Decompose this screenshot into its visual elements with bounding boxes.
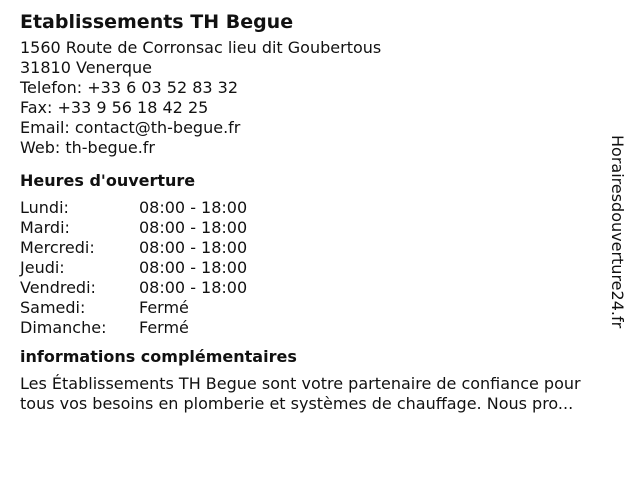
business-card bbox=[20, 8, 620, 414]
hours-time: 08:00 - 18:00 bbox=[139, 258, 248, 277]
email-line: Email: contact@th-begue.fr bbox=[20, 118, 241, 137]
address-city: 31810 Venerque bbox=[20, 58, 152, 77]
hours-time: 08:00 - 18:00 bbox=[139, 238, 248, 257]
hours-row-sunday bbox=[20, 318, 620, 338]
hours-day: Mercredi: bbox=[20, 238, 95, 257]
hours-time: 08:00 - 18:00 bbox=[139, 198, 248, 217]
business-name: Etablissements TH Begue bbox=[20, 11, 294, 33]
hours-row-friday bbox=[20, 278, 620, 298]
hours-time: 08:00 - 18:00 bbox=[139, 218, 248, 237]
phone-line: Telefon: +33 6 03 52 83 32 bbox=[20, 78, 239, 97]
hours-day: Samedi: bbox=[20, 298, 86, 317]
hours-time: Fermé bbox=[139, 298, 189, 317]
address-street: 1560 Route de Corronsac lieu dit Goubertous bbox=[20, 38, 382, 57]
fax-line: Fax: +33 9 56 18 42 25 bbox=[20, 98, 209, 117]
hours-row-wednesday bbox=[20, 238, 620, 258]
hours-day: Jeudi: bbox=[20, 258, 65, 277]
hours-time: 08:00 - 18:00 bbox=[139, 278, 248, 297]
hours-time: Fermé bbox=[139, 318, 189, 337]
hours-day: Mardi: bbox=[20, 218, 70, 237]
info-text-line1: Les Établissements TH Begue sont votre partenaire de confiance pour bbox=[20, 374, 581, 393]
hours-row-saturday bbox=[20, 298, 620, 318]
contact-block bbox=[20, 38, 620, 158]
info-heading: informations complémentaires bbox=[20, 347, 297, 366]
hours-row-tuesday bbox=[20, 218, 620, 238]
hours-row-thursday bbox=[20, 258, 620, 278]
web-line: Web: th-begue.fr bbox=[20, 138, 155, 157]
hours-day: Vendredi: bbox=[20, 278, 96, 297]
info-text-line2: tous vos besoins en plomberie et systèmes de chauffage. Nous pro... bbox=[20, 394, 574, 413]
hours-day: Lundi: bbox=[20, 198, 69, 217]
hours-row-monday bbox=[20, 198, 620, 218]
hours-heading: Heures d'ouverture bbox=[20, 171, 196, 190]
site-watermark: Horairesdouverture24.fr bbox=[608, 135, 627, 329]
hours-table bbox=[20, 198, 620, 338]
hours-day: Dimanche: bbox=[20, 318, 107, 337]
